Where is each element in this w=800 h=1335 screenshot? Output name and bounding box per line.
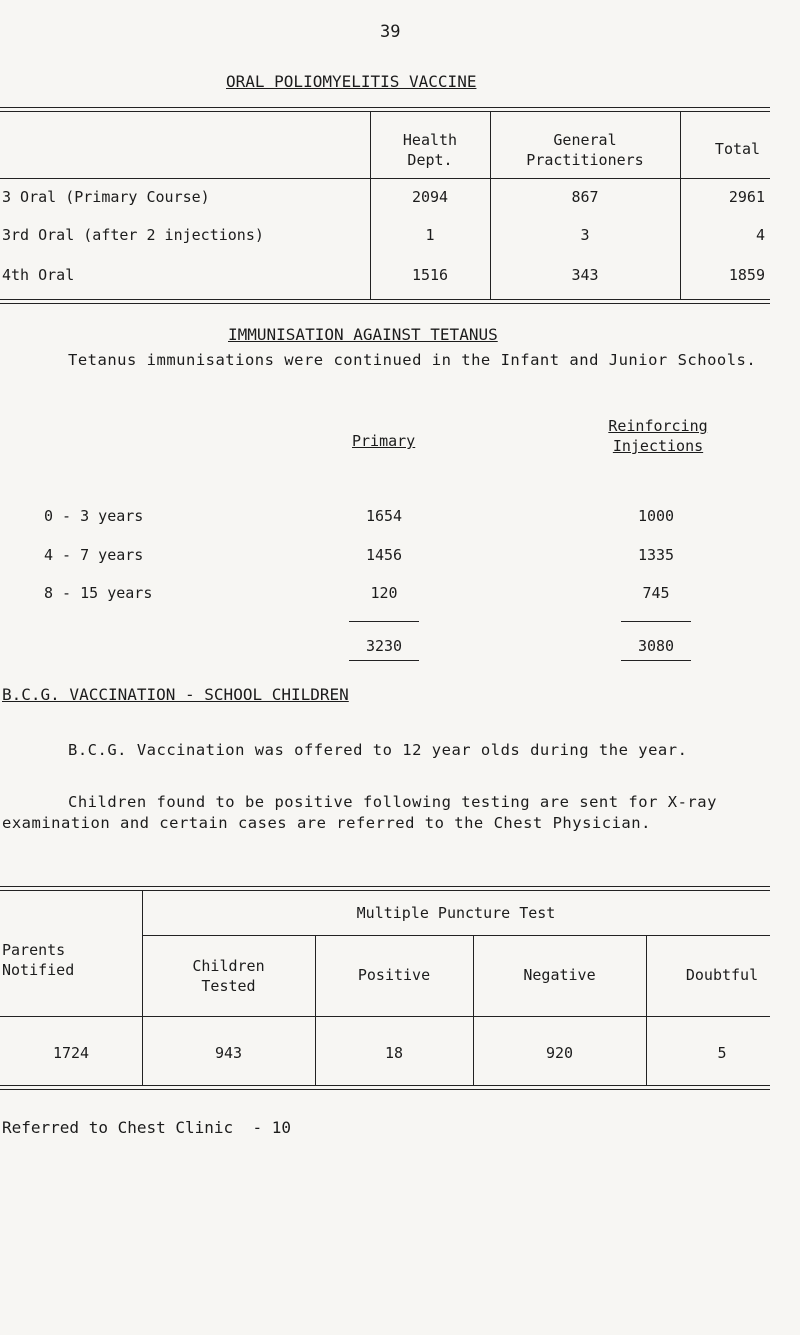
tetanus-cell: 120 <box>370 584 398 602</box>
polio-cell: 1 <box>425 226 435 244</box>
tetanus-cell: 1654 <box>365 507 403 525</box>
bcg-cell-tested: 943 <box>214 1044 243 1062</box>
tetanus-cell: 745 <box>642 584 670 602</box>
polio-cell: 1859 <box>728 266 765 284</box>
bcg-header-negative: Negative <box>523 966 596 984</box>
bcg-cell-doubtful: 5 <box>717 1044 727 1062</box>
bcg-cell-parents: 1724 <box>52 1044 90 1062</box>
bcg-cell-positive: 18 <box>384 1044 404 1062</box>
tetanus-total-primary: 3230 <box>365 637 403 655</box>
bcg-header-positive: Positive <box>357 966 431 984</box>
tetanus-intro: Tetanus immunisations were continued in the Infant and Junior Schools. <box>68 351 757 369</box>
page-number: 39 <box>380 22 401 42</box>
polio-cell: 2094 <box>411 188 449 206</box>
bcg-paragraph-2: Children found to be positive following testing are sent for X-ray examination and certain cases are referred to the Chest Physician. <box>2 793 717 832</box>
polio-row-label: 4th Oral <box>2 266 75 284</box>
tetanus-header-primary: Primary <box>352 432 416 450</box>
tetanus-cell: 1335 <box>637 546 675 564</box>
tetanus-header-reinforcing: Reinforcing Injections <box>608 417 708 455</box>
tetanus-row-age: 0 - 3 years <box>44 507 144 525</box>
polio-cell: 3 <box>580 226 590 244</box>
polio-row-label: 3rd Oral (after 2 injections) <box>2 226 264 244</box>
tetanus-cell: 1000 <box>637 507 675 525</box>
bcg-paragraph-1: B.C.G. Vaccination was offered to 12 year olds during the year. <box>68 741 688 759</box>
tetanus-cell: 1456 <box>365 546 403 564</box>
bcg-header-parents: Parents Notified <box>2 941 75 979</box>
polio-cell: 2961 <box>728 188 765 206</box>
polio-header-total: Total <box>714 140 761 158</box>
polio-row-label: 3 Oral (Primary Course) <box>2 188 210 206</box>
bcg-cell-negative: 920 <box>545 1044 574 1062</box>
bcg-header-group: Multiple Puncture Test <box>356 904 556 922</box>
tetanus-row-age: 8 - 15 years <box>44 584 153 602</box>
polio-cell: 4 <box>755 226 765 244</box>
polio-cell: 343 <box>571 266 599 284</box>
bcg-header-doubtful: Doubtful <box>685 966 759 984</box>
referred-note: Referred to Chest Clinic - 10 <box>2 1118 291 1137</box>
tetanus-total-reinforcing: 3080 <box>637 637 675 655</box>
polio-header-gp: General Practitioners <box>526 131 644 169</box>
polio-cell: 1516 <box>411 266 449 284</box>
polio-cell: 867 <box>571 188 599 206</box>
tetanus-row-age: 4 - 7 years <box>44 546 144 564</box>
polio-header-health: Health Dept. <box>402 131 458 169</box>
tetanus-title: IMMUNISATION AGAINST TETANUS <box>228 325 498 344</box>
bcg-header-tested: Children Tested <box>192 957 265 995</box>
bcg-title: B.C.G. VACCINATION - SCHOOL CHILDREN <box>2 685 349 704</box>
polio-title: ORAL POLIOMYELITIS VACCINE <box>226 72 477 91</box>
